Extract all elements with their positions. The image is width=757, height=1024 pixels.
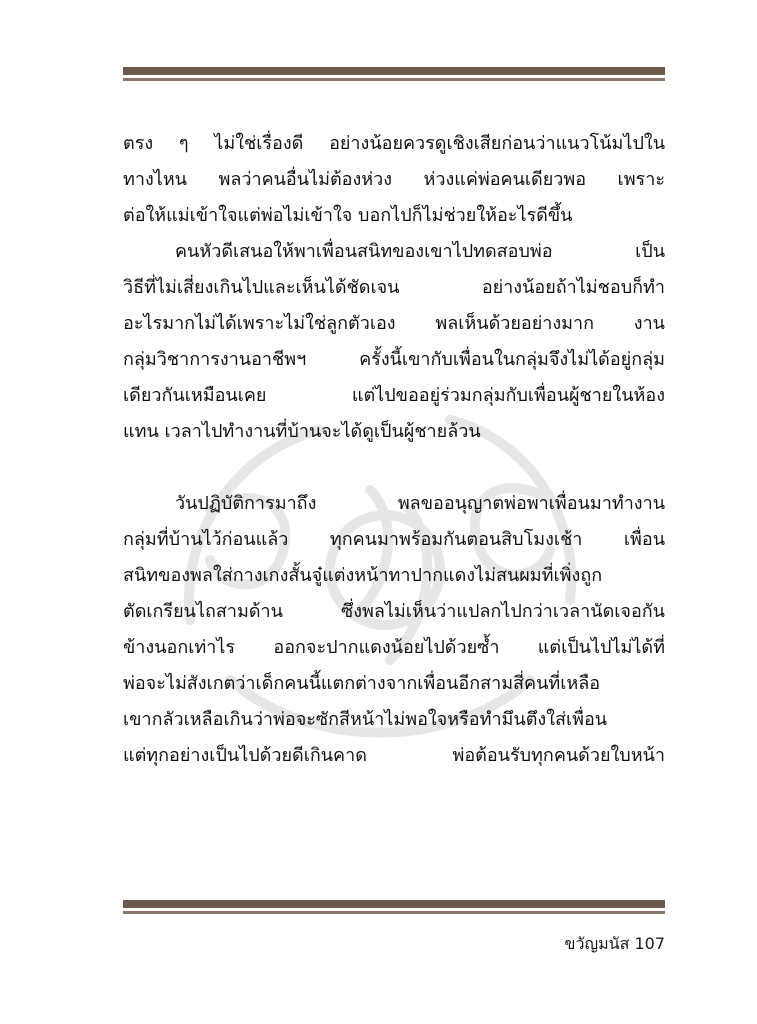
body-line: อะไรมากไม่ได้เพราะไม่ใช่ลูกตัวเอง พลเห็นด้วยอย่างมาก งาน — [123, 313, 665, 334]
running-title: ขวัญมนัส — [564, 934, 630, 953]
body-line: แต่ทุกอย่างเป็นไปด้วยดีเกินคาด พ่อต้อนรับทุกคนด้วยใบหน้า — [123, 745, 665, 766]
body-line: พ่อจะไม่สังเกตว่าเด็กคนนี้แตกต่างจากเพื่อนอีกสามสี่คนที่เหลือ — [123, 673, 601, 694]
footer-rule — [123, 900, 665, 914]
footer-rule-thin — [123, 911, 665, 914]
body-line-paragraph-start: คนหัวดีเสนอให้พาเพื่อนสนิทของเขาไปทดสอบพ่อ เป็น — [175, 241, 665, 262]
paragraph-gap — [123, 450, 665, 486]
header-rule — [123, 67, 665, 81]
body-line-paragraph-start: วันปฏิบัติการมาถึง พลขออนุญาตพ่อพาเพื่อนมาทำงาน — [175, 493, 665, 514]
body-line: ทางไหน พลว่าคนอื่นไม่ต้องห่วง ห่วงแค่พ่อคนเดียวพอ เพราะ — [123, 169, 665, 190]
body-line: ตรง ๆ ไม่ใช่เรื่องดี อย่างน้อยควรดูเชิงเสียก่อนว่าแนวโน้มไปใน — [123, 133, 665, 154]
page-footer — [505, 932, 665, 956]
body-text — [123, 126, 665, 774]
body-line: ข้างนอกเท่าไร ออกจะปากแดงน้อยไปด้วยซ้ำ แต่เป็นไปไม่ได้ที่ — [123, 637, 665, 658]
body-line: ต่อให้แม่เข้าใจแต่พ่อไม่เข้าใจ บอกไปก็ไม่ช่วยให้อะไรดีขึ้น — [123, 205, 573, 226]
body-line: กลุ่มวิชาการงานอาชีพฯ ครั้งนี้เขากับเพื่อนในกลุ่มจึงไม่ได้อยู่กลุ่ม — [123, 349, 665, 370]
header-rule-thick — [123, 67, 665, 75]
body-line: เดียวกันเหมือนเคย แต่ไปขออยู่ร่วมกลุ่มกับเพื่อนผู้ชายในห้อง — [123, 385, 665, 406]
body-line: ตัดเกรียนไถสามด้าน ซึ่งพลไม่เห็นว่าแปลกไปกว่าเวลานัดเจอกัน — [123, 601, 665, 622]
body-line: กลุ่มที่บ้านไว้ก่อนแล้ว ทุกคนมาพร้อมกันตอนสิบโมงเช้า เพื่อน — [123, 529, 665, 550]
body-line: แทน เวลาไปทำงานที่บ้านจะได้ดูเป็นผู้ชายล้วน — [123, 421, 481, 442]
page-number: 107 — [634, 934, 665, 953]
body-line: สนิทของพลใส่กางเกงสั้นจู๋แต่งหน้าทาปากแดงไม่สนผมที่เพิ่งถูก — [123, 565, 603, 586]
header-rule-thin — [123, 78, 665, 81]
body-line: เขากลัวเหลือเกินว่าพ่อจะซักสีหน้าไม่พอใจหรือทำมึนตึงใส่เพื่อน — [123, 709, 608, 730]
footer-rule-thick — [123, 900, 665, 908]
body-line: วิธีที่ไม่เสี่ยงเกินไปและเห็นได้ชัดเจน อย่างน้อยถ้าไม่ชอบก็ทำ — [123, 277, 665, 298]
